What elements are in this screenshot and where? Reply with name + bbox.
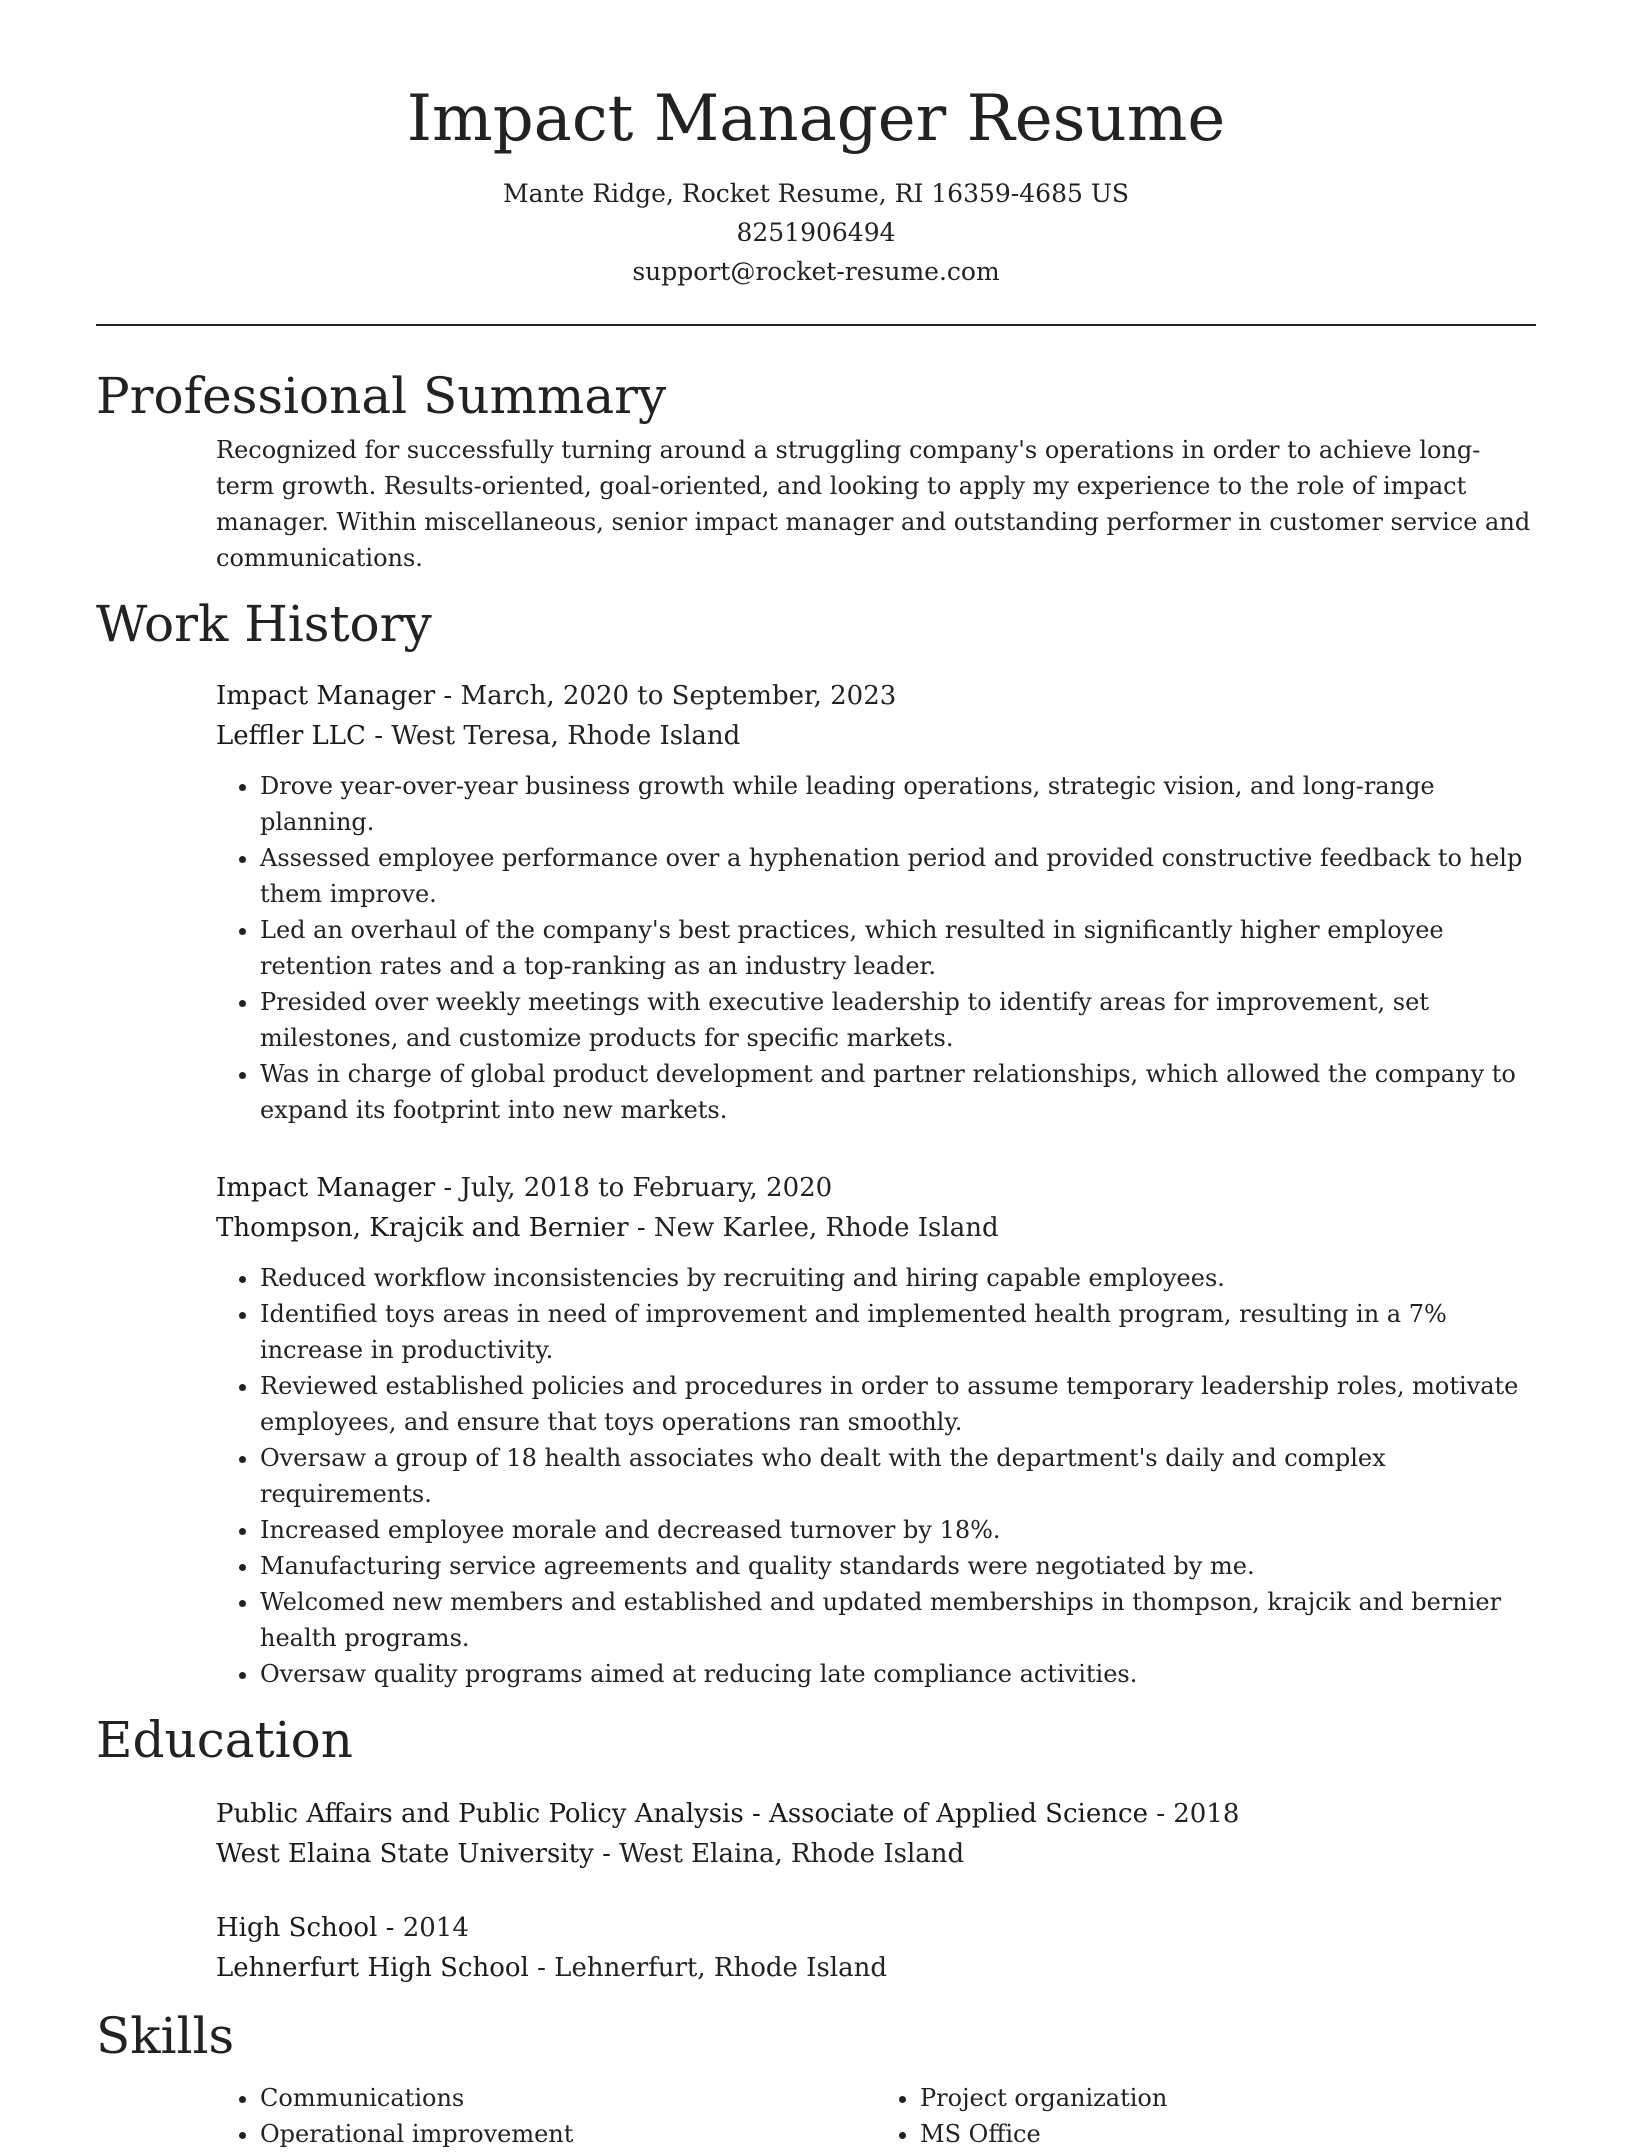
job-dates: - July, 2018 to February, 2020	[435, 1173, 833, 1204]
education-heading: Education	[96, 1711, 353, 1770]
job-company: Thompson, Krajcik and Bernier	[216, 1213, 629, 1244]
list-item: • Presided over weekly meetings with executive leadership to identify areas for improvement, set milestones, and customize products for specific markets.	[260, 984, 1536, 1056]
education-degree-line	[216, 1908, 1536, 1948]
contact-address: Mante Ridge, Rocket Resume, RI 16359-4685 US	[502, 179, 1130, 209]
job-location: - New Karlee, Rhode Island	[628, 1213, 999, 1244]
job-entry	[216, 1168, 1536, 1692]
job-title-line	[216, 1168, 1536, 1208]
list-item: • Reviewed established policies and procedures in order to assume temporary leadership roles, motivate employees, and ensure that toys operations ran smoothly.	[260, 1368, 1536, 1440]
skill-item: • MS Office	[920, 2116, 1536, 2152]
skills-list	[216, 2080, 1536, 2152]
contact-phone: 8251906494	[736, 218, 896, 248]
job-role: Impact Manager	[216, 681, 436, 712]
summary-text: Recognized for successfully turning around a struggling company's operations in order to achieve long-term growth. Results-oriented, goal-oriented, and looking to apply my experience to the role of impact manager. Within miscellaneous, senior impact manager and outstanding performer in customer service and communications.	[216, 436, 1531, 573]
education-school-line	[216, 1948, 1536, 1988]
header-divider	[96, 324, 1536, 326]
skills-heading: Skills	[96, 2007, 235, 2066]
job-company-line	[216, 716, 1536, 756]
job-entry	[216, 676, 1536, 1128]
summary-section	[96, 366, 1536, 576]
skill-item: • Operational improvement	[260, 2116, 876, 2152]
skill-item: • Project organization	[920, 2080, 1536, 2116]
list-item: • Oversaw quality programs aimed at reducing late compliance activities.	[260, 1656, 1536, 1692]
contact-info	[96, 174, 1536, 291]
list-item: • Was in charge of global product development and partner relationships, which allowed the company to expand its footprint into new markets.	[260, 1056, 1536, 1128]
list-item: • Identified toys areas in need of improvement and implemented health program, resulting in a 7% increase in productivity.	[260, 1296, 1536, 1368]
job-bullets	[216, 768, 1536, 1128]
education-year: - 2018	[1147, 1799, 1240, 1830]
job-bullets	[216, 1260, 1536, 1692]
education-degree: High School	[216, 1913, 378, 1944]
job-location: - West Teresa, Rhode Island	[365, 721, 741, 752]
job-company-line	[216, 1208, 1536, 1248]
education-degree: Public Affairs and Public Policy Analysis - Associate of Applied Science	[216, 1799, 1148, 1830]
contact-email: support@rocket-resume.com	[632, 257, 1000, 287]
education-degree-line	[216, 1794, 1536, 1834]
skills-section	[96, 2006, 1536, 2152]
education-school: West Elaina State University	[216, 1839, 594, 1870]
skills-column-left	[216, 2080, 876, 2152]
job-title-line	[216, 676, 1536, 716]
job-company: Leffler LLC	[216, 721, 366, 752]
work-history-section	[96, 594, 1536, 1692]
resume-title: Impact Manager Resume	[406, 82, 1226, 156]
job-dates: - March, 2020 to September, 2023	[435, 681, 897, 712]
list-item: • Increased employee morale and decreased turnover by 18%.	[260, 1512, 1536, 1548]
list-item: • Assessed employee performance over a hyphenation period and provided constructive feedback to help them improve.	[260, 840, 1536, 912]
education-school: Lehnerfurt High School	[216, 1953, 529, 1984]
education-section	[96, 1710, 1536, 1988]
list-item: • Oversaw a group of 18 health associates who dealt with the department's daily and complex requirements.	[260, 1440, 1536, 1512]
education-location: - Lehnerfurt, Rhode Island	[528, 1953, 887, 1984]
education-school-line	[216, 1834, 1536, 1874]
job-role: Impact Manager	[216, 1173, 436, 1204]
work-history-heading: Work History	[96, 595, 432, 654]
education-location: - West Elaina, Rhode Island	[593, 1839, 965, 1870]
summary-heading: Professional Summary	[96, 367, 667, 426]
education-entry	[216, 1794, 1536, 1874]
education-entry	[216, 1908, 1536, 1988]
resume-header	[96, 0, 1536, 291]
list-item: • Drove year-over-year business growth while leading operations, strategic vision, and long-range planning.	[260, 768, 1536, 840]
education-year: - 2014	[377, 1913, 469, 1944]
skills-column-right	[876, 2080, 1536, 2152]
list-item: • Led an overhaul of the company's best practices, which resulted in significantly higher employee retention rates and a top-ranking as an industry leader.	[260, 912, 1536, 984]
list-item: • Manufacturing service agreements and quality standards were negotiated by me.	[260, 1548, 1536, 1584]
list-item: • Reduced workflow inconsistencies by recruiting and hiring capable employees.	[260, 1260, 1536, 1296]
list-item: • Welcomed new members and established and updated memberships in thompson, krajcik and bernier health programs.	[260, 1584, 1536, 1656]
skill-item: • Communications	[260, 2080, 876, 2116]
